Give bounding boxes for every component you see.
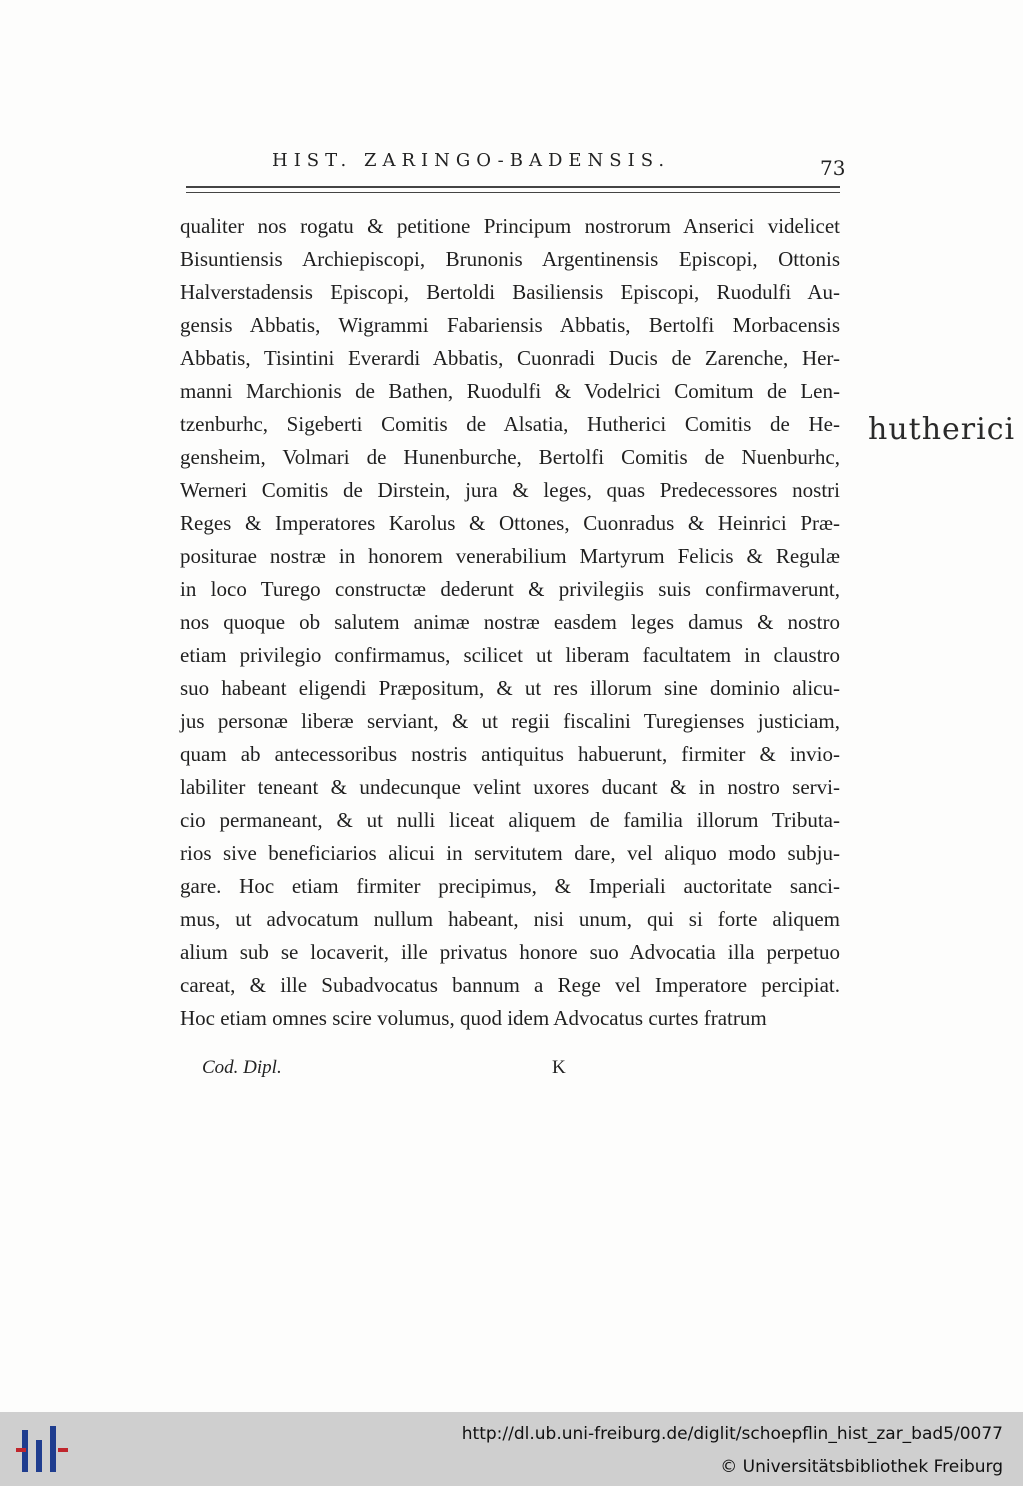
text-line: Reges & Imperatores Karolus & Ottones, Cuonradus & Heinrici Præ- bbox=[180, 511, 840, 535]
handwritten-margin-note: hutherici bbox=[868, 412, 1016, 447]
footer-url-link[interactable]: http://dl.ub.uni-freiburg.de/diglit/schoepflin_hist_zar_bad5/0077 bbox=[461, 1424, 1003, 1444]
body-text bbox=[180, 210, 840, 1035]
text-line: gare. Hoc etiam firmiter precipimus, & Imperiali auctoritate sanci- bbox=[180, 874, 840, 898]
text-line: rios sive beneficiarios alicui in servitutem dare, vel aliquo modo subju- bbox=[180, 841, 840, 865]
catchword-cod-dipl: Cod. Dipl. bbox=[202, 1057, 282, 1078]
library-logo-icon bbox=[14, 1422, 74, 1478]
text-line: quam ab antecessoribus nostris antiquitus habuerunt, firmiter & invio- bbox=[180, 742, 840, 766]
text-line: Werneri Comitis de Dirstein, jura & leges, quas Predecessores nostri bbox=[180, 478, 840, 502]
text-line: careat, & ille Subadvocatus bannum a Rege vel Imperatore percipiat. bbox=[180, 973, 840, 997]
text-line: in loco Turego constructæ dederunt & privilegiis suis confirmaverunt, bbox=[180, 577, 840, 601]
text-line: Hoc etiam omnes scire volumus, quod idem Advocatus curtes fratrum bbox=[180, 1006, 767, 1030]
text-line: etiam privilegio confirmamus, scilicet ut liberam facultatem in claustro bbox=[180, 643, 840, 667]
text-line: labiliter teneant & undecunque velint uxores ducant & in nostro servi- bbox=[180, 775, 840, 799]
text-line: tzenburhc, Sigeberti Comitis de Alsatia, Hutherici Comitis de He- bbox=[180, 412, 840, 436]
header-rule-thin bbox=[186, 192, 840, 193]
running-head: HIST. ZARINGO-BADENSIS. bbox=[272, 150, 671, 171]
text-line: Halverstadensis Episcopi, Bertoldi Basiliensis Episcopi, Ruodulfi Au- bbox=[180, 280, 840, 304]
footer-bar bbox=[0, 1412, 1023, 1486]
sheet-signature: K bbox=[552, 1057, 566, 1078]
text-line: qualiter nos rogatu & petitione Principum nostrorum Anserici videlicet bbox=[180, 214, 840, 238]
text-line: Bisuntiensis Archiepiscopi, Brunonis Argentinensis Episcopi, Ottonis bbox=[180, 247, 840, 271]
text-line: gensheim, Volmari de Hunenburche, Bertolfi Comitis de Nuenburhc, bbox=[180, 445, 840, 469]
page-number: 73 bbox=[820, 156, 846, 180]
text-line: cio permaneant, & ut nulli liceat aliquem de familia illorum Tributa- bbox=[180, 808, 840, 832]
text-line: suo habeant eligendi Præpositum, & ut res illorum sine dominio alicu- bbox=[180, 676, 840, 700]
text-line: alium sub se locaverit, ille privatus honore suo Advocatia illa perpetuo bbox=[180, 940, 840, 964]
text-line: manni Marchionis de Bathen, Ruodulfi & Vodelrici Comitum de Len- bbox=[180, 379, 840, 403]
text-line: jus personæ liberæ serviant, & ut regii fiscalini Turegienses justiciam, bbox=[180, 709, 840, 733]
text-line: Abbatis, Tisintini Everardi Abbatis, Cuonradi Ducis de Zarenche, Her- bbox=[180, 346, 840, 370]
text-line: mus, ut advocatum nullum habeant, nisi unum, qui si forte aliquem bbox=[180, 907, 840, 931]
footer-copyright: © Universitätsbibliothek Freiburg bbox=[720, 1457, 1003, 1477]
header-rule bbox=[186, 186, 840, 188]
text-line: nos quoque ob salutem animæ nostræ easdem leges damus & nostro bbox=[180, 610, 840, 634]
text-line: positurae nostræ in honorem venerabilium Martyrum Felicis & Regulæ bbox=[180, 544, 840, 568]
text-line: gensis Abbatis, Wigrammi Fabariensis Abbatis, Bertolfi Morbacensis bbox=[180, 313, 840, 337]
